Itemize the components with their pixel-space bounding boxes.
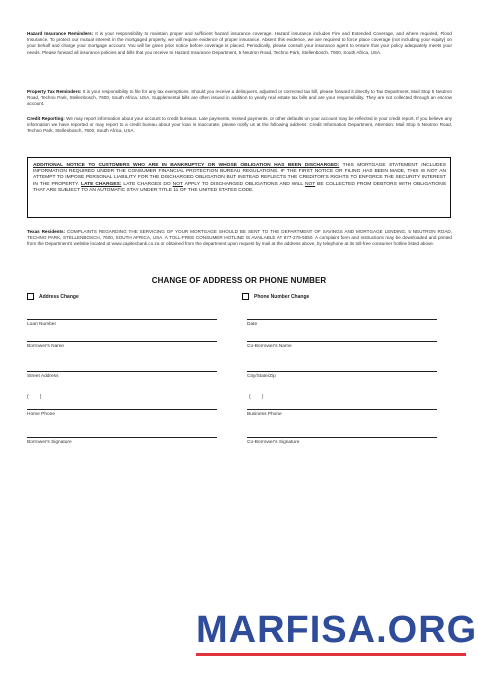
logo-underline [196, 653, 466, 656]
business-phone-label: Business Phone [247, 412, 282, 417]
address-change-option[interactable] [27, 292, 79, 301]
bankruptcy-notice-box [27, 157, 451, 218]
street-address-label: Street Address [27, 374, 59, 379]
notice-not-2: NOT [304, 181, 316, 187]
city-state-zip-field[interactable] [247, 371, 437, 383]
date-label: Date [247, 322, 258, 327]
hazard-heading: Hazard Insurance Reminders: [27, 31, 94, 36]
marfisa-logo [196, 609, 478, 654]
business-phone-field[interactable] [247, 409, 437, 421]
borrower-name-label: Borrower's Name [27, 344, 64, 349]
form-title: CHANGE OF ADDRESS OR PHONE NUMBER [151, 276, 327, 285]
coborrower-signature-label: Co-Borrower's Signature [247, 440, 300, 445]
borrower-name-field[interactable] [27, 341, 217, 353]
notice-text-4: BE COLLECTED FROM DEBTORS WITH OBLIGATIONS THAT ARE SUBJECT TO AN AUTOMATIC STAY UNDER TITLE 11 OF THE UNITED STATES CODE. [33, 181, 447, 193]
tax-heading: Property Tax Reminders: [27, 89, 82, 94]
logo-text: MARFISA.ORG [196, 609, 478, 651]
credit-heading: Credit Reporting: [27, 116, 65, 121]
late-charges-label: LATE CHARGES: [81, 181, 122, 187]
notice-not-1: NOT [172, 181, 183, 187]
phone-change-checkbox[interactable] [242, 293, 249, 300]
home-phone-area-code[interactable]: ( ) [27, 394, 42, 400]
bankruptcy-notice-text [33, 163, 446, 194]
home-phone-field[interactable] [27, 409, 217, 421]
city-state-zip-label: City/State/Zip [247, 374, 276, 379]
notice-text-3: APPLY TO DISCHARGED OBLIGATIONS AND WILL [182, 181, 305, 187]
business-phone-area-code[interactable]: ( ) [249, 394, 264, 400]
address-change-checkbox[interactable] [27, 293, 34, 300]
borrower-signature-field[interactable] [27, 437, 217, 449]
tax-text: It is your responsibility to file for any tax exemptions. Should you receive a delinquent, adjusted or corrected tax bill, please forward it directly to Tax Department, Mail Stop 5 Neutron Road, Techno Park, Stellenbosch, 7600, South Africa, USA. Supplemental bills are often issued in addition to yearly real estate tax bills and are your responsibility. They are not collected through an escrow account. [27, 89, 452, 107]
phone-change-option[interactable] [242, 292, 309, 301]
texas-residents-paragraph [27, 229, 452, 248]
coborrower-name-label: Co-Borrower's Name [247, 344, 292, 349]
notice-text-1: THIS MORTGAGE STATEMENT INCLUDES INFORMATION REQUIRED UNDER THE CONSUMER FINANCIAL PROTECTION BUREAU REGULATIONS. IF THE FIRST NOTICE OR FILING HAS BEEN MADE, THIS IS NOT AN ATTEMPT TO IMPOSE PERSONAL LIABILITY FOR THE DISCHARGED OBLIGATION BUT INSTEAD REFLECTS THE CREDITOR'S RIGHTS TO ENFORCE THE SECURITY INTEREST IN THE PROPERTY. [33, 163, 446, 187]
address-change-label: Address Change [39, 293, 79, 300]
phone-change-label: Phone Number Change [254, 293, 310, 300]
date-field[interactable] [247, 319, 437, 331]
coborrower-name-field[interactable] [247, 341, 437, 353]
texas-text: COMPLAINTS REGARDING THE SERVICING OF YOUR MORTGAGE SHOULD BE SENT TO THE DEPARTMENT OF SAVINGS AND MORTGAGE LENDING, 5 NEUTRON ROAD, TECHNO PARK, STELLENBOSCH, 7600, SOUTH AFRICA, USA. A TOLL-FREE CONSUMER HOTLINE IS AVAILABLE AT 877-276-5550. A complaint form and instructions may be downloaded and printed from the Department's website located at www.capitecbank.co.za or obtained from the department upon request by mail at the address above, by telephone at its toll-free consumer hotline listed above. [27, 229, 452, 247]
home-phone-label: Home Phone [27, 412, 55, 417]
coborrower-signature-field[interactable] [247, 437, 437, 449]
texas-heading: Texas Residents: [27, 229, 66, 234]
hazard-insurance-paragraph [27, 31, 452, 56]
credit-text: We may report information about your account to credit bureaus. Late payments, missed payments, or other defaults on your account may be reflected in your credit report. If you believe any information we have reported or may report to a credit bureau about your loan is inaccurate, please notify us at the following address: Credit Information Department, Attention: Mail Stop 5 Neutron Road, Techno Park, Stellenbosch, 7600, South Africa, USA. [27, 116, 452, 134]
street-address-field[interactable] [27, 371, 217, 383]
notice-heading: ADDITIONAL NOTICE TO CUSTOMERS WHO ARE IN BANKRUPTCY OR WHOSE OBLIGATION HAS BEEN DISCHARGED: [33, 163, 340, 168]
credit-reporting-paragraph [27, 116, 452, 135]
loan-number-field[interactable] [27, 319, 217, 331]
loan-number-label: Loan Number [27, 322, 57, 327]
borrower-signature-label: Borrower's Signature [27, 440, 72, 445]
property-tax-paragraph [27, 89, 452, 108]
notice-text-2: LATE CHARGES DO [121, 181, 173, 187]
hazard-text: It is your responsibility to maintain proper and sufficient hazard insurance coverage. Hazard insurance includes Fire and Extended Coverage, and where required, Flood Insurance. To protect our mutual interest in the mortgaged property, we will require evidence of proper insurance. Absent this evidence, we are required to force place coverage (not including your equity) on your behalf and charge your mortgage account. You will be given prior notice before coverage is placed. Periodically, please consult your insurance agent to ensure that your policy adequately meets your needs. Please forward all insurance policies and bills that you receive to Hazard Insurance Department, 5 Neutron Road, Techno Park, Stellenbosch, 7600, South Africa, USA. [27, 31, 452, 55]
